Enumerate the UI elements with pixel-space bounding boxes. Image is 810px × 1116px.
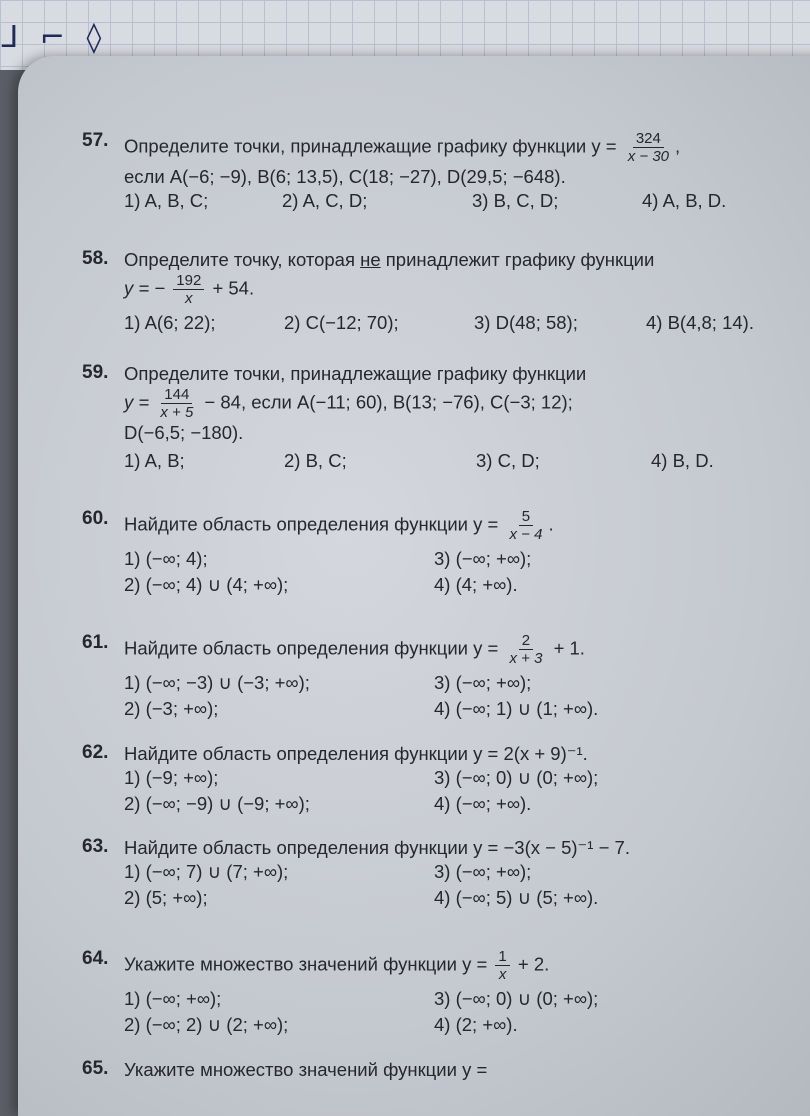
answer-option: 2) (−∞; 4) ∪ (4; +∞); [124,574,289,595]
fraction-denominator: x [185,290,193,307]
problem-62 [82,742,734,816]
fraction [507,508,546,543]
handwritten-scribble: ᒧ ⌐ ◊ [0,20,108,55]
answer-option: 2) (−∞; −9) ∪ (−9; +∞); [124,793,310,814]
problem-number: 58. [82,248,109,269]
answer-option: 1) (−∞; +∞); [124,988,222,1009]
fraction-denominator: x [498,966,507,983]
formula-suffix: + 54. [212,277,255,299]
fraction-denominator: x − 30 [627,148,669,165]
fraction [625,130,672,165]
problem-question: Укажите множество значений функции y = [124,1059,488,1080]
answer-option: 4) A, B, D. [642,190,727,211]
answer-options [124,189,784,213]
problem-number: 57. [82,130,109,151]
question-text: Укажите множество значений функции y = [124,953,488,975]
problem-question [124,130,784,165]
fraction-numerator: 192 [173,272,204,290]
problem-59 [82,362,784,473]
problem-60 [82,508,734,597]
answer-option: 3) C, D; [476,450,540,471]
formula-suffix: − 84, если A(−11; 60), B(13; −76), C(−3; 12); [204,391,573,413]
question-text: Найдите область определения функции y = [124,637,499,659]
answer-option: 1) (−∞; 4); [124,548,208,569]
answer-options [124,766,734,816]
answer-option: 2) (−3; +∞); [124,698,219,719]
answer-option: 3) (−∞; 0) ∪ (0; +∞); [434,767,599,788]
fraction-numerator: 2 [519,632,533,650]
problem-number: 64. [82,948,109,969]
question-text: Найдите область определения функции y = [124,513,499,535]
answer-option: 4) (−∞; +∞). [434,793,532,814]
answer-options [124,311,784,335]
fraction [495,948,509,983]
answer-option: 1) A, B; [124,450,185,471]
question-tail: . [548,513,554,535]
problem-question [124,248,784,272]
answer-option: 3) (−∞; +∞); [434,861,532,882]
fraction [507,632,546,667]
answer-option: 3) B, C, D; [472,190,559,211]
problem-question [124,632,734,667]
answer-option: 4) B(4,8; 14). [646,312,754,333]
question-line-2 [124,386,784,421]
answer-option: 2) (5; +∞); [124,887,208,908]
answer-option: 2) (−∞; 2) ∪ (2; +∞); [124,1014,289,1035]
answer-option: 3) (−∞; 0) ∪ (0; +∞); [434,988,599,1009]
formula-prefix: y = − [124,277,166,299]
answer-option: 1) A(6; 22); [124,312,216,333]
answer-option: 3) (−∞; +∞); [434,548,532,569]
problem-question [124,508,734,543]
problem-65 [82,1058,487,1082]
answer-option: 4) (−∞; 1) ∪ (1; +∞). [434,698,599,719]
answer-option: 1) (−∞; 7) ∪ (7; +∞); [124,861,289,882]
answer-options [124,987,734,1037]
answer-option: 1) A, B, C; [124,190,209,211]
question-line-2: если A(−6; −9), B(6; 13,5), C(18; −27), D(29,5; −648). [124,166,566,187]
fraction-numerator: 5 [519,508,533,526]
problem-number: 61. [82,632,109,653]
fraction [157,386,196,421]
fraction-numerator: 324 [633,130,664,148]
fraction-numerator: 1 [495,948,509,966]
question-tail: + 1. [553,637,585,659]
answer-option: 1) (−∞; −3) ∪ (−3; +∞); [124,672,310,693]
answer-option: 2) C(−12; 70); [284,312,399,333]
answer-options [124,547,734,597]
answer-option: 4) B, D. [651,450,714,471]
problem-number: 60. [82,508,109,529]
question-text-rest: принадлежит графику функции [385,249,655,270]
problem-57 [82,130,784,213]
question-tail: + 2. [517,953,550,975]
answer-option: 4) (4; +∞). [434,574,518,595]
problem-question [124,948,734,983]
question-line-2 [124,272,784,307]
answer-option: 1) (−9; +∞); [124,767,219,788]
problem-58 [82,248,784,335]
problem-61 [82,632,734,721]
question-tail: , [675,135,681,157]
fraction-denominator: x + 3 [509,650,543,667]
answer-options [124,860,734,910]
answer-option: 2) A, C, D; [282,190,368,211]
fraction-numerator: 144 [161,386,192,404]
problem-number: 63. [82,836,109,857]
answer-option: 3) D(48; 58); [474,312,578,333]
question-line-3: D(−6,5; −180). [124,422,244,443]
question-emphasis: не [360,249,381,270]
fraction-denominator: x + 5 [160,404,194,421]
problem-63 [82,836,734,910]
problem-number: 65. [82,1058,109,1079]
answer-options [124,449,784,473]
answer-option: 4) (−∞; 5) ∪ (5; +∞). [434,887,599,908]
fraction-denominator: x − 4 [509,526,543,543]
problem-number: 62. [82,742,109,763]
answer-options [124,671,734,721]
problem-number: 59. [82,362,109,383]
answer-option: 3) (−∞; +∞); [434,672,532,693]
answer-option: 4) (2; +∞). [434,1014,518,1035]
problem-question: Определите точки, принадлежащие графику функции [124,363,587,384]
question-text: Определите точку, которая [124,249,355,270]
problem-64 [82,948,734,1037]
formula-prefix: y = [124,391,150,413]
question-text: Определите точки, принадлежащие графику функции y = [124,135,617,157]
problem-question: Найдите область определения функции y = −3(x − 5)⁻¹ − 7. [124,837,630,858]
problem-question: Найдите область определения функции y = 2(x + 9)⁻¹. [124,743,588,764]
answer-option: 2) B, C; [284,450,347,471]
fraction [173,272,204,307]
